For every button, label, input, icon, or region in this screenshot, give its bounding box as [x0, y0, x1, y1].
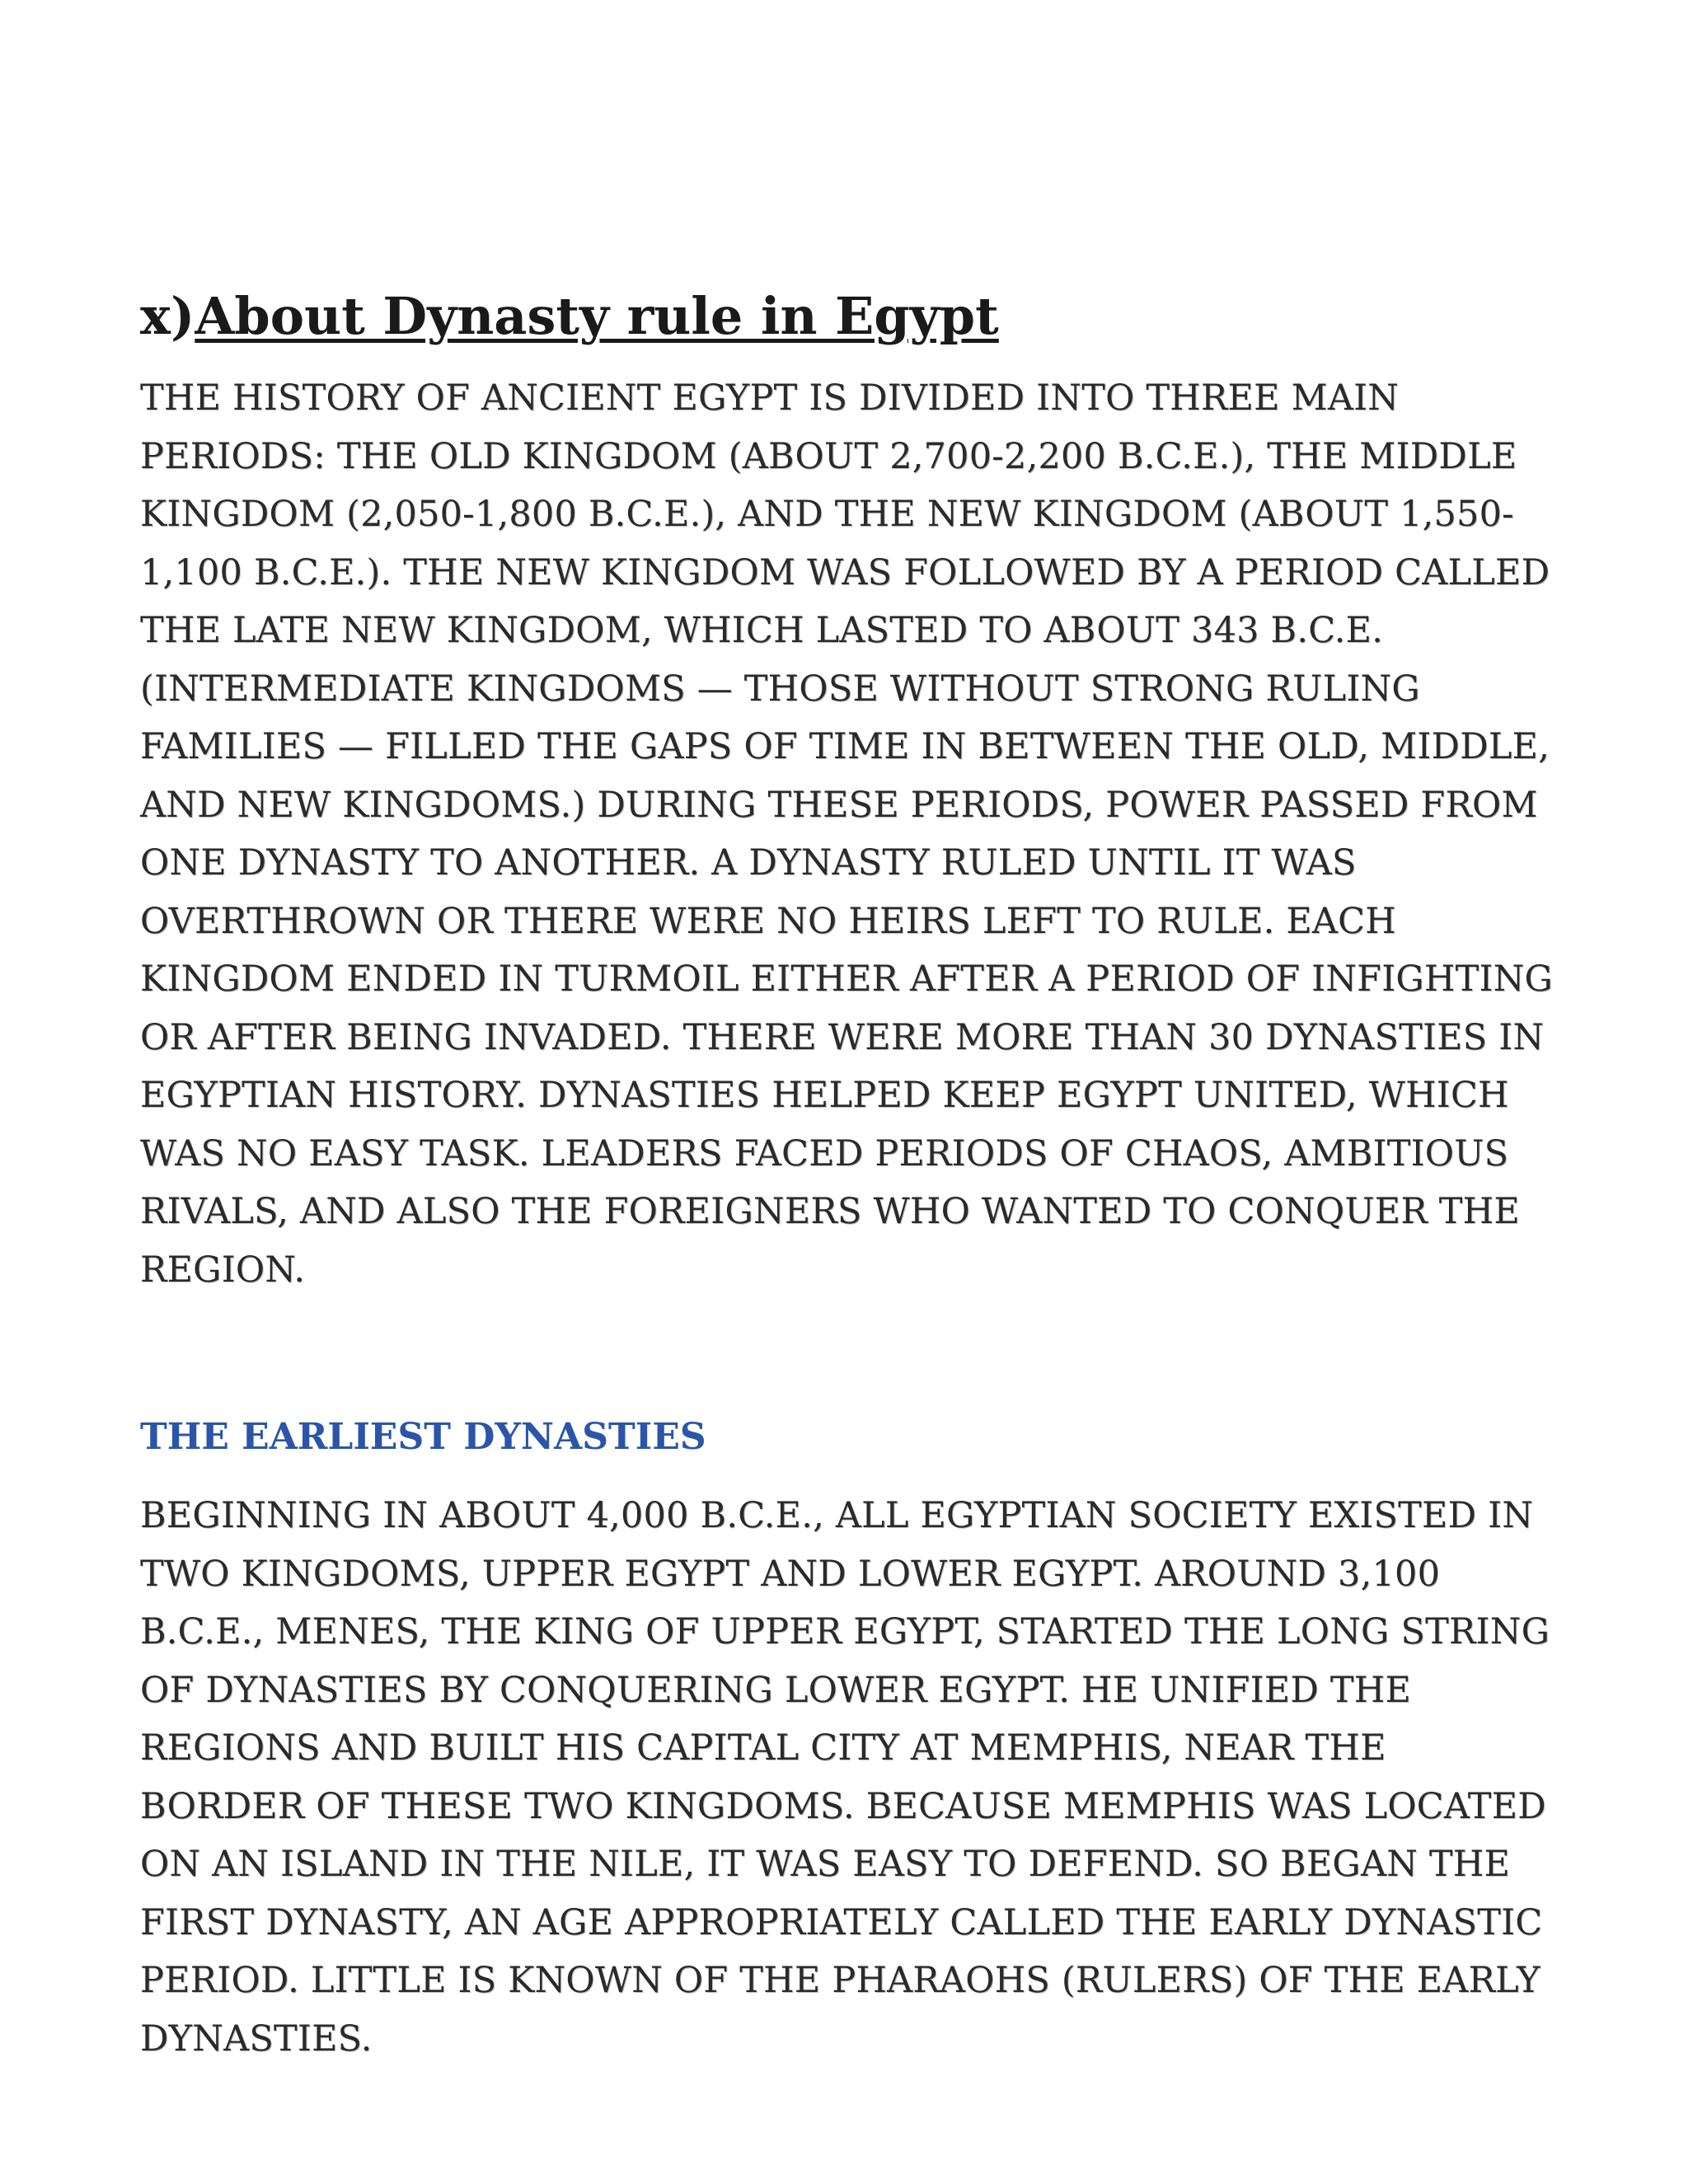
- section-marker: x): [140, 286, 195, 346]
- section-title-text: About Dynasty rule in Egypt: [195, 286, 999, 346]
- subheading-earliest-dynasties: THE EARLIEST DYNASTIES: [140, 1416, 706, 1459]
- document-page: [140, 288, 1558, 2068]
- body-paragraph-2: BEGINNING IN ABOUT 4,000 B.C.E., ALL EGYPTIAN SOCIETY EXISTED IN TWO KINGDOMS, UPPER EGYPT AND LOWER EGYPT. AROUND 3,100 B.C.E., MENES, THE KING OF UPPER EGYPT, STARTED THE LONG STRING OF DYNASTIES BY CONQUERING LOWER EGYPT. HE UNIFIED THE REGIONS AND BUILT HIS CAPITAL CITY AT MEMPHIS, NEAR THE BORDER OF THESE TWO KINGDOMS. BECAUSE MEMPHIS WAS LOCATED ON AN ISLAND IN THE NILE, IT WAS EASY TO DEFEND. SO BEGAN THE FIRST DYNASTY, AN AGE APPROPRIATELY CALLED THE EARLY DYNASTIC PERIOD. LITTLE IS KNOWN OF THE PHARAOHS (RULERS) OF THE EARLY DYNASTIES.: [140, 1495, 1550, 2060]
- section-title: [140, 288, 1558, 344]
- body-paragraph-1: THE HISTORY OF ANCIENT EGYPT IS DIVIDED INTO THREE MAIN PERIODS: THE OLD KINGDOM (ABOUT 2,700-2,200 B.C.E.), THE MIDDLE KINGDOM (2,050-1,800 B.C.E.), AND THE NEW KINGDOM (ABOUT 1,550-1,100 B.C.E.). THE NEW KINGDOM WAS FOLLOWED BY A PERIOD CALLED THE LATE NEW KINGDOM, WHICH LASTED TO ABOUT 343 B.C.E. (INTERMEDIATE KINGDOMS — THOSE WITHOUT STRONG RULING FAMILIES — FILLED THE GAPS OF TIME IN BETWEEN THE OLD, MIDDLE, AND NEW KINGDOMS.) DURING THESE PERIODS, POWER PASSED FROM ONE DYNASTY TO ANOTHER. A DYNASTY RULED UNTIL IT WAS OVERTHROWN OR THERE WERE NO HEIRS LEFT TO RULE. EACH KINGDOM ENDED IN TURMOIL EITHER AFTER A PERIOD OF INFIGHTING OR AFTER BEING INVADED. THERE WERE MORE THAN 30 DYNASTIES IN EGYPTIAN HISTORY. DYNASTIES HELPED KEEP EGYPT UNITED, WHICH WAS NO EASY TASK. LEADERS FACED PERIODS OF CHAOS, AMBITIOUS RIVALS, AND ALSO THE FOREIGNERS WHO WANTED TO CONQUER THE REGION.: [140, 377, 1554, 1291]
